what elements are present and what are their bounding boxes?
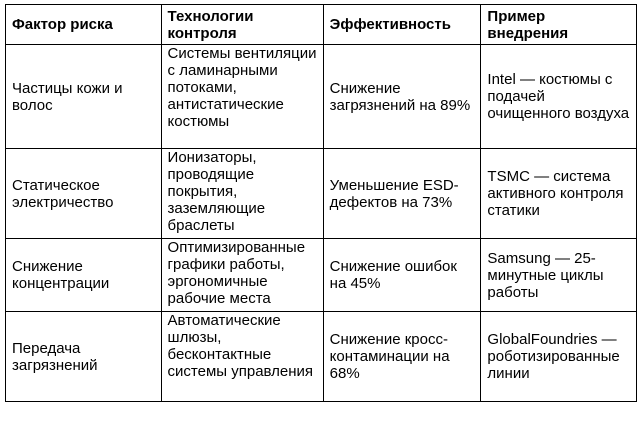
- cell-risk-factor: Частицы кожи и волос: [6, 45, 162, 149]
- cell-implementation-example: Intel — костюмы с подачей очищенного воздуха: [481, 45, 637, 149]
- cell-control-technologies: Ионизаторы, проводящие покрытия, заземляющие браслеты: [161, 149, 323, 239]
- cell-effectiveness: Снижение кросс-контаминации на 68%: [323, 312, 481, 402]
- cell-risk-factor: Статическое электричество: [6, 149, 162, 239]
- cell-control-technologies: Системы вентиляции с ламинарными потоками, антистатические костюмы: [161, 45, 323, 149]
- cell-implementation-example: Samsung — 25-минутные циклы работы: [481, 239, 637, 312]
- header-implementation-example: Пример внедрения: [481, 5, 637, 45]
- table-row: [6, 45, 637, 149]
- cell-effectiveness: Снижение ошибок на 45%: [323, 239, 481, 312]
- header-effectiveness: Эффективность: [323, 5, 481, 45]
- cell-effectiveness: Снижение загрязнений на 89%: [323, 45, 481, 149]
- table-row: [6, 239, 637, 312]
- header-control-technologies: Технологии контроля: [161, 5, 323, 45]
- header-risk-factor: Фактор риска: [6, 5, 162, 45]
- cell-risk-factor: Снижение концентрации: [6, 239, 162, 312]
- cell-implementation-example: TSMC — система активного контроля статики: [481, 149, 637, 239]
- table-header-row: [6, 5, 637, 45]
- cell-control-technologies: Оптимизированные графики работы, эргономичные рабочие места: [161, 239, 323, 312]
- cell-risk-factor: Передача загрязнений: [6, 312, 162, 402]
- cell-implementation-example: GlobalFoundries — роботизированные линии: [481, 312, 637, 402]
- cell-effectiveness: Уменьшение ESD-дефектов на 73%: [323, 149, 481, 239]
- table-row: [6, 312, 637, 402]
- table-row: [6, 149, 637, 239]
- risk-control-table: [5, 4, 637, 402]
- cell-control-technologies: Автоматические шлюзы, бесконтактные системы управления: [161, 312, 323, 402]
